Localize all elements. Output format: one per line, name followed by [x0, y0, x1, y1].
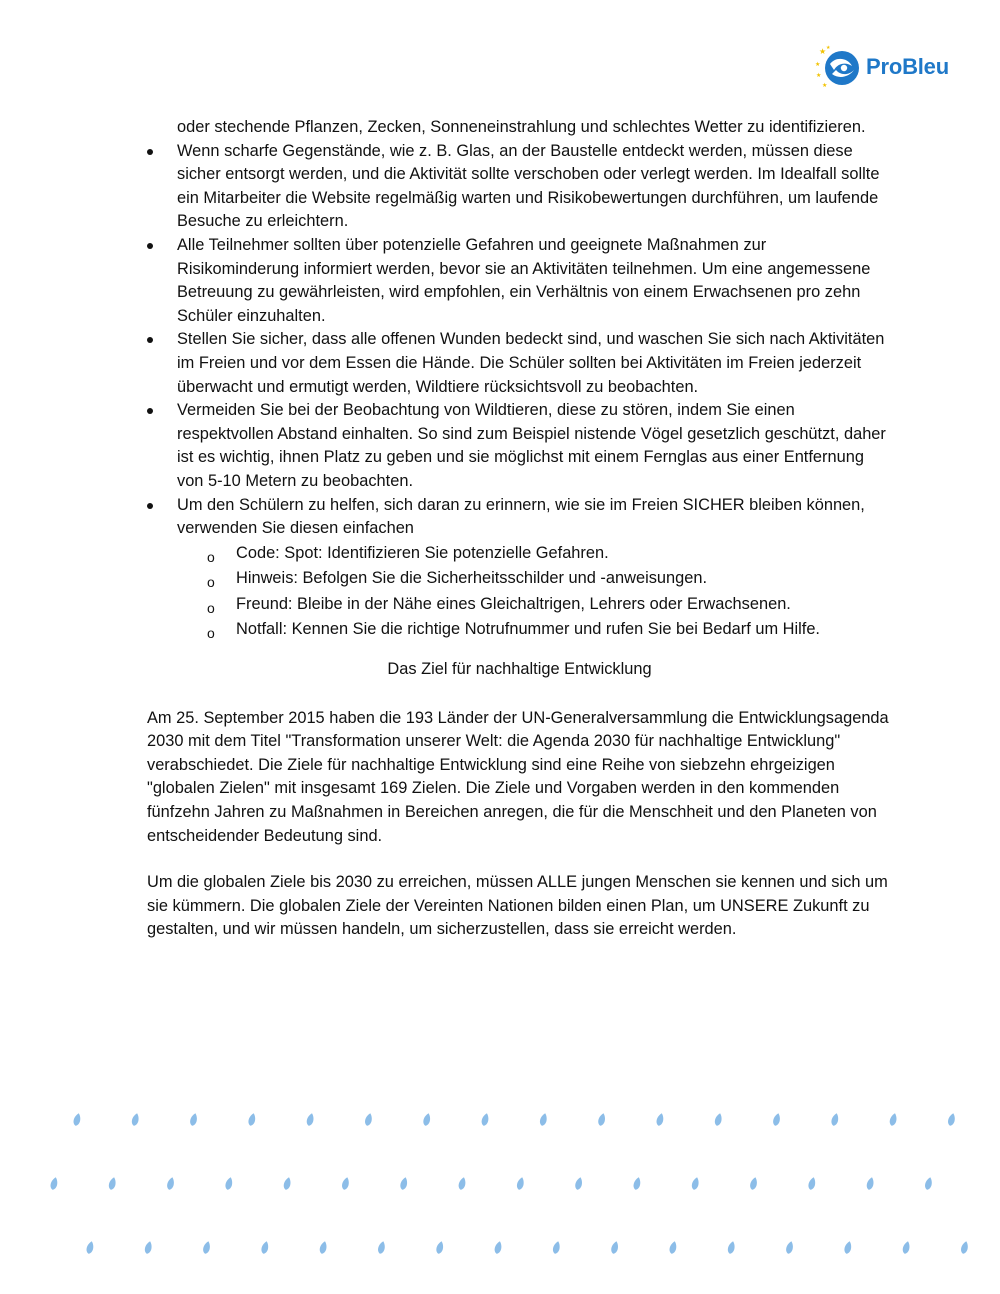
sub-item-text: Code: Spot: Identifizieren Sie potenzielle Gefahren.: [236, 543, 609, 562]
water-drop-icon: [319, 1240, 329, 1254]
svg-text:★: ★: [826, 45, 831, 51]
water-drop-icon: [924, 1176, 934, 1190]
brand-name: ProBleu: [866, 54, 949, 79]
water-drop-icon: [947, 1112, 957, 1126]
bullet-text: Stellen Sie sicher, dass alle offenen Wunden bedeckt sind, und waschen Sie sich nach Aktivitäten im Freien und vor dem Essen die Hände. Die Schüler sollten bei Aktivitäten im Freien jederzeit überwacht und ermutigt werden, Wildtiere rücksichtsvoll zu beobachten.: [177, 330, 885, 396]
water-drop-icon: [364, 1112, 374, 1126]
water-drop-icon: [202, 1240, 212, 1254]
water-drop-icon: [597, 1112, 607, 1126]
sub-item: [147, 593, 892, 617]
water-drop-icon: [632, 1176, 642, 1190]
water-drop-icon: [772, 1112, 782, 1126]
section-heading: Das Ziel für nachhaltige Entwicklung: [387, 660, 652, 679]
water-drop-icon: [422, 1112, 432, 1126]
water-drop-icon: [108, 1176, 118, 1190]
svg-text:★: ★: [819, 47, 827, 56]
bullet-item: [147, 140, 892, 234]
bullet-item: [147, 234, 892, 328]
probleu-logo: [812, 42, 972, 92]
sub-bullet-marker: o: [207, 548, 215, 565]
sub-item: [147, 542, 892, 566]
bullet-dot-icon: [147, 503, 153, 509]
water-drop-icon: [144, 1240, 154, 1254]
water-drop-icon: [493, 1240, 503, 1254]
bullet-text: Alle Teilnehmer sollten über potenzielle Gefahren und geeignete Maßnahmen zur Risikominderung informiert werden, bevor sie an Aktivitäten teilnehmen. Um eine angemessene Betreuung zu gewährleisten, wird empfohlen, ein Verhältnis von einem Erwachsenen pro zehn Schüler einzuhalten.: [177, 235, 871, 325]
water-drop-icon: [830, 1112, 840, 1126]
water-drop-icon: [889, 1112, 899, 1126]
bullet-item-continued: [147, 116, 892, 140]
water-drop-icon: [131, 1112, 141, 1126]
water-drop-icon: [457, 1176, 467, 1190]
water-drop-icon: [668, 1240, 678, 1254]
bullet-text: Wenn scharfe Gegenstände, wie z. B. Glas, an der Baustelle entdeckt werden, müssen diese sicher entsorgt werden, und die Aktivität sollte verschoben oder verlegt werden. Im Idealfall sollte ein Mitarbeiter die Website regelmäßig warten und Risikobewertungen durchführen, um laufende Besuche zu erleichtern.: [177, 141, 880, 231]
bullet-dot-icon: [147, 408, 153, 414]
sub-item-text: Notfall: Kennen Sie die richtige Notrufnummer und rufen Sie bei Bedarf um Hilfe.: [236, 620, 820, 639]
water-drop-icon: [260, 1240, 270, 1254]
sub-bullet-marker: o: [207, 574, 215, 591]
water-drop-icon: [247, 1112, 257, 1126]
bullet-dot-icon: [147, 149, 153, 155]
safer-sublist: [147, 542, 892, 642]
water-drop-icon: [714, 1112, 724, 1126]
sub-item: [147, 618, 892, 642]
bullet-item: [147, 494, 892, 643]
paragraph: Am 25. September 2015 haben die 193 Länder der UN-Generalversammlung die Entwicklungsagenda 2030 mit dem Titel "Transformation unserer Welt: die Agenda 2030 für nachhaltige Entwicklung" verabschiedet. Die Ziele für nachhaltige Entwicklung sind eine Reihe von siebzehn ehrgeizigen "globalen Zielen" mit insgesamt 169 Zielen. Die Ziele und Vorgaben werden in den kommenden fünfzehn Jahren zu Maßnahmen in Bereichen anregen, die für die Menschheit und den Planeten von entscheidender Bedeutung sind.: [147, 708, 889, 845]
water-drop-pattern: [0, 1100, 1000, 1270]
water-drop-icon: [960, 1240, 970, 1254]
document-body: [147, 116, 892, 965]
water-drop-icon: [552, 1240, 562, 1254]
svg-text:★: ★: [816, 72, 822, 79]
sub-item-text: Freund: Bleibe in der Nähe eines Gleichaltrigen, Lehrers oder Erwachsenen.: [236, 594, 791, 613]
water-drop-icon: [283, 1176, 293, 1190]
water-drop-icon: [843, 1240, 853, 1254]
water-drop-icon: [435, 1240, 445, 1254]
water-drop-icon: [49, 1176, 59, 1190]
water-drop-icon: [539, 1112, 549, 1126]
probleu-emblem-icon: [812, 42, 864, 92]
safety-bullet-list: [147, 116, 892, 642]
bullet-item: [147, 328, 892, 399]
water-drop-icon: [189, 1112, 199, 1126]
water-drop-icon: [866, 1176, 876, 1190]
paragraph: Um die globalen Ziele bis 2030 zu erreichen, müssen ALLE jungen Menschen sie kennen und sich um sie kümmern. Die globalen Ziele der Vereinten Nationen bilden einen Plan, um UNSERE Zukunft zu gestalten, und wir müssen handeln, um sicherzustellen, dass sie erreicht werden.: [147, 873, 888, 939]
water-drop-icon: [655, 1112, 665, 1126]
sub-item-text: Hinweis: Befolgen Sie die Sicherheitsschilder und -anweisungen.: [236, 569, 708, 588]
bullet-dot-icon: [147, 243, 153, 249]
sub-bullet-marker: o: [207, 625, 215, 642]
water-drop-icon: [377, 1240, 387, 1254]
bullet-text: oder stechende Pflanzen, Zecken, Sonneneinstrahlung und schlechtes Wetter zu identifizieren.: [177, 118, 866, 136]
bullet-text: Um den Schülern zu helfen, sich daran zu erinnern, wie sie im Freien SICHER bleiben können, verwenden Sie diesen einfachen: [177, 495, 865, 538]
sub-bullet-marker: o: [207, 599, 215, 616]
water-drop-icon: [807, 1176, 817, 1190]
water-drop-icon: [306, 1112, 316, 1126]
water-drop-icon: [610, 1240, 620, 1254]
water-drop-icon: [516, 1176, 526, 1190]
water-drop-icon: [902, 1240, 912, 1254]
water-drop-icon: [574, 1176, 584, 1190]
bullet-item: [147, 399, 892, 493]
water-drop-icon: [727, 1240, 737, 1254]
water-drop-icon: [341, 1176, 351, 1190]
bullet-dot-icon: [147, 337, 153, 343]
svg-text:★: ★: [822, 82, 828, 89]
water-drop-icon: [691, 1176, 701, 1190]
water-drop-icon: [749, 1176, 759, 1190]
water-drop-icon: [785, 1240, 795, 1254]
water-drop-icon: [399, 1176, 409, 1190]
water-drop-icon: [72, 1112, 82, 1126]
water-drop-icon: [480, 1112, 490, 1126]
bullet-text: Vermeiden Sie bei der Beobachtung von Wildtieren, diese zu stören, indem Sie einen respektvollen Abstand einhalten. So sind zum Beispiel nistende Vögel gesetzlich geschützt, daher ist es wichtig, ihnen Platz zu geben und sie möglichst mit einem Fernglas aus einer Entfernung von 5-10 Metern zu beobachten.: [177, 401, 886, 490]
water-drop-icon: [224, 1176, 234, 1190]
water-drop-icon: [166, 1176, 176, 1190]
svg-text:★: ★: [815, 61, 821, 68]
water-drop-icon: [85, 1240, 95, 1254]
sub-item: [147, 567, 892, 591]
